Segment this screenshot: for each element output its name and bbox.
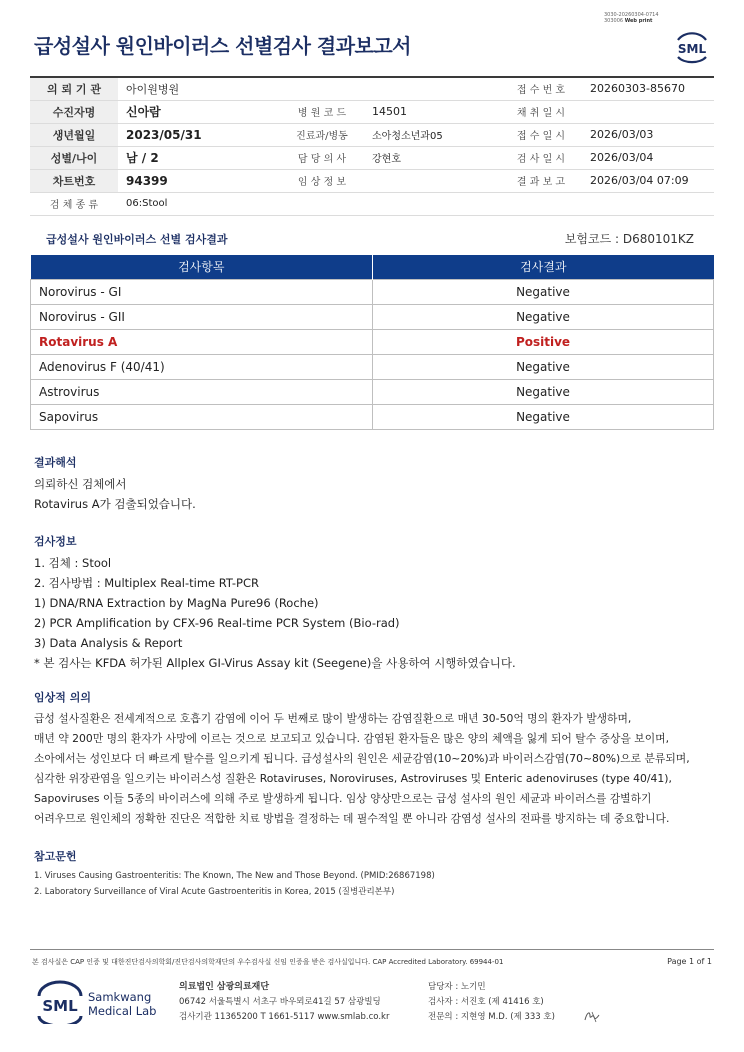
- clinical-significance-line: Sapoviruses 이들 5종의 바이러스에 의해 주로 발생하게 됩니다. 임상 양상만으로는 급성 설사의 원인 세균과 바이러스를 감별하기: [34, 792, 652, 805]
- interpretation-heading: 결과해석: [34, 456, 77, 469]
- organization-info: [179, 980, 389, 1025]
- test-info-line: 2) PCR Amplification by CFX-96 Real-time PCR System (Bio-rad): [34, 616, 400, 630]
- test-info-line: 1. 검체 : Stool: [34, 556, 112, 570]
- doctor-value: 강현호: [364, 146, 500, 169]
- test-result-positive: Positive: [373, 329, 714, 354]
- reference-item: 1. Viruses Causing Gastroenteritis: The Known, The New and Those Beyond. (PMID:26867198): [34, 871, 435, 881]
- test-info-section: [34, 534, 516, 673]
- clinical-significance-line: 심각한 위장관염을 일으키는 바이러스성 질환은 Rotaviruses, Noroviruses, Astroviruses 및 Enteric adenoviruses (type 40/41),: [34, 772, 672, 785]
- page-number: Page 1 of 1: [667, 957, 712, 966]
- report-label: 결 과 보 고: [500, 169, 582, 192]
- hospital-code-label: 병 원 코 드: [280, 100, 364, 123]
- table-row: [31, 379, 714, 404]
- footer-divider: [30, 949, 714, 950]
- staff-role: 전문의 :: [428, 1012, 459, 1022]
- test-item: Norovirus - GI: [31, 279, 373, 304]
- doctor-label: 담 당 의 사: [280, 146, 364, 169]
- staff-role: 담당자 :: [428, 982, 459, 992]
- clinical-significance-line: 어려우므로 원인체의 정확한 진단은 적합한 치료 방법을 결정하는 데 필수적일 뿐 아니라 감염성 설사의 전파를 방지하는 데 중요합니다.: [34, 812, 670, 825]
- table-row: [31, 404, 714, 429]
- test-result: Negative: [373, 354, 714, 379]
- clinical-value: [364, 169, 500, 192]
- sex-age-value: 남 / 2: [118, 146, 280, 169]
- results-table: [30, 255, 714, 430]
- staff-row: [428, 980, 555, 995]
- table-row: [31, 329, 714, 354]
- test-item: Sapovirus: [31, 404, 373, 429]
- logo-text: SML: [677, 42, 707, 56]
- signature-icon: [582, 1008, 602, 1024]
- collect-date-value: [582, 100, 714, 123]
- brand-line-1: Samkwang: [88, 990, 152, 1004]
- table-row: [30, 169, 714, 192]
- test-result: Negative: [373, 404, 714, 429]
- clinical-significance-line: 급성 설사질환은 전세계적으로 호흡기 감염에 이어 두 번째로 많이 발생하는 감염질환으로 매년 30-50억 명의 환자가 발생하며,: [34, 712, 632, 725]
- insurance-code: 보험코드 : D680101KZ: [564, 232, 694, 246]
- staff-name: 서진호 (제 41416 호): [460, 997, 544, 1007]
- accreditation-note: 본 검사실은 CAP 인증 및 대한진단검사의학회/진단검사의학재단의 우수검사실 신임 인증을 받은 검사실입니다. CAP Accredited Laboratory. 69944-01: [32, 958, 504, 966]
- clinical-significance-line: 매년 약 200만 명의 환자가 사망에 이르는 것으로 보고되고 있습니다. 감염된 환자들은 많은 양의 체액을 잃게 되어 탈수 증상을 보이며,: [34, 732, 670, 745]
- table-row: [31, 354, 714, 379]
- logo-text: SML: [42, 997, 78, 1015]
- test-info-line: 2. 검사방법 : Multiplex Real-time RT-PCR: [34, 576, 259, 590]
- report-title: 급성설사 원인바이러스 선별검사 결과보고서: [34, 34, 411, 58]
- client-value: 아이원병원: [118, 77, 500, 100]
- patient-label: 수진자명: [30, 100, 118, 123]
- staff-row: [428, 1010, 555, 1025]
- table-row: [30, 123, 714, 146]
- chart-label: 차트번호: [30, 169, 118, 192]
- hospital-code-value: 14501: [364, 100, 500, 123]
- web-print-label: Web print: [624, 18, 653, 24]
- report-value: 2026/03/04 07:09: [582, 169, 714, 192]
- table-header-row: [31, 255, 714, 279]
- test-result: Negative: [373, 279, 714, 304]
- test-item: Norovirus - GII: [31, 304, 373, 329]
- dob-label: 생년월일: [30, 123, 118, 146]
- receipt-date-value: 2026/03/03: [582, 123, 714, 146]
- table-row: [30, 77, 714, 100]
- brand-line-2: Medical Lab: [88, 1004, 156, 1018]
- test-result: Negative: [373, 304, 714, 329]
- test-info-line: 3) Data Analysis & Report: [34, 636, 183, 650]
- document-code: [604, 12, 659, 24]
- interpretation-line: Rotavirus A가 검출되었습니다.: [34, 497, 196, 511]
- test-info-line: 1) DNA/RNA Extraction by MagNa Pure96 (Roche): [34, 596, 319, 610]
- reference-item: 2. Laboratory Surveillance of Viral Acute Gastroenteritis in Korea, 2015 (질병관리본부): [34, 887, 395, 897]
- specimen-label: 검 체 종 류: [30, 192, 118, 215]
- test-item: Adenovirus F (40/41): [31, 354, 373, 379]
- column-header-result: 검사결과: [373, 255, 714, 279]
- receipt-no-value: 20260303-85670: [582, 77, 714, 100]
- test-date-value: 2026/03/04: [582, 146, 714, 169]
- organization-contact: 검사기관 11365200 T 1661-5117 www.smlab.co.kr: [179, 1012, 390, 1022]
- table-row: [30, 192, 714, 215]
- document-code-number: 303006: [604, 18, 624, 24]
- samkwang-logo-icon: [36, 980, 156, 1024]
- clinical-label: 임 상 정 보: [280, 169, 364, 192]
- staff-role: 검사자 :: [428, 997, 459, 1007]
- test-date-label: 검 사 일 시: [500, 146, 582, 169]
- clinical-significance-heading: 임상적 의의: [34, 691, 91, 704]
- table-row: [31, 304, 714, 329]
- results-section-title: 급성설사 원인바이러스 선별 검사결과: [46, 233, 228, 246]
- references-section: [34, 849, 435, 900]
- collect-date-label: 채 취 일 시: [500, 100, 582, 123]
- specimen-value: 06:Stool: [118, 192, 714, 215]
- references-heading: 참고문헌: [34, 850, 77, 863]
- patient-value: 신아람: [118, 100, 280, 123]
- table-row: [30, 146, 714, 169]
- staff-name: 지현영 M.D. (제 333 호): [460, 1012, 555, 1022]
- sex-age-label: 성별/나이: [30, 146, 118, 169]
- interpretation-line: 의뢰하신 검체에서: [34, 477, 127, 491]
- staff-name: 노기민: [460, 982, 486, 992]
- dept-label: 진료과/병동: [280, 123, 364, 146]
- test-item: Astrovirus: [31, 379, 373, 404]
- document-code-line: 3030-20260304-0714: [604, 12, 659, 18]
- test-result: Negative: [373, 379, 714, 404]
- organization-address: 06742 서울특별시 서초구 바우뫼로41길 57 삼광빌딩: [179, 997, 381, 1007]
- dept-value: 소아청소년과05: [364, 123, 500, 146]
- receipt-date-label: 접 수 일 시: [500, 123, 582, 146]
- sml-logo-icon: [672, 26, 712, 64]
- interpretation-section: [34, 455, 196, 514]
- client-label: 의 뢰 기 관: [30, 77, 118, 100]
- clinical-significance-section: [34, 690, 690, 829]
- document-code-line: [604, 18, 659, 24]
- clinical-significance-line: 소아에서는 성인보다 더 빠르게 탈수를 일으키게 됩니다. 급성설사의 원인은 세균감염(10~20%)과 바이러스감염(70~80%)으로 분류되며,: [34, 752, 690, 765]
- table-row: [31, 279, 714, 304]
- patient-info-table: [30, 76, 714, 216]
- test-info-line: * 본 검사는 KFDA 허가된 Allplex GI-Virus Assay kit (Seegene)을 사용하여 시행하였습니다.: [34, 656, 516, 670]
- test-info-heading: 검사정보: [34, 535, 77, 548]
- table-row: [30, 100, 714, 123]
- column-header-item: 검사항목: [31, 255, 373, 279]
- staff-row: [428, 995, 555, 1010]
- test-item-positive: Rotavirus A: [31, 329, 373, 354]
- organization-name: 의료법인 삼광의료재단: [179, 982, 270, 992]
- dob-value: 2023/05/31: [118, 123, 280, 146]
- staff-info: [428, 980, 555, 1025]
- receipt-no-label: 접 수 번 호: [500, 77, 582, 100]
- chart-value: 94399: [118, 169, 280, 192]
